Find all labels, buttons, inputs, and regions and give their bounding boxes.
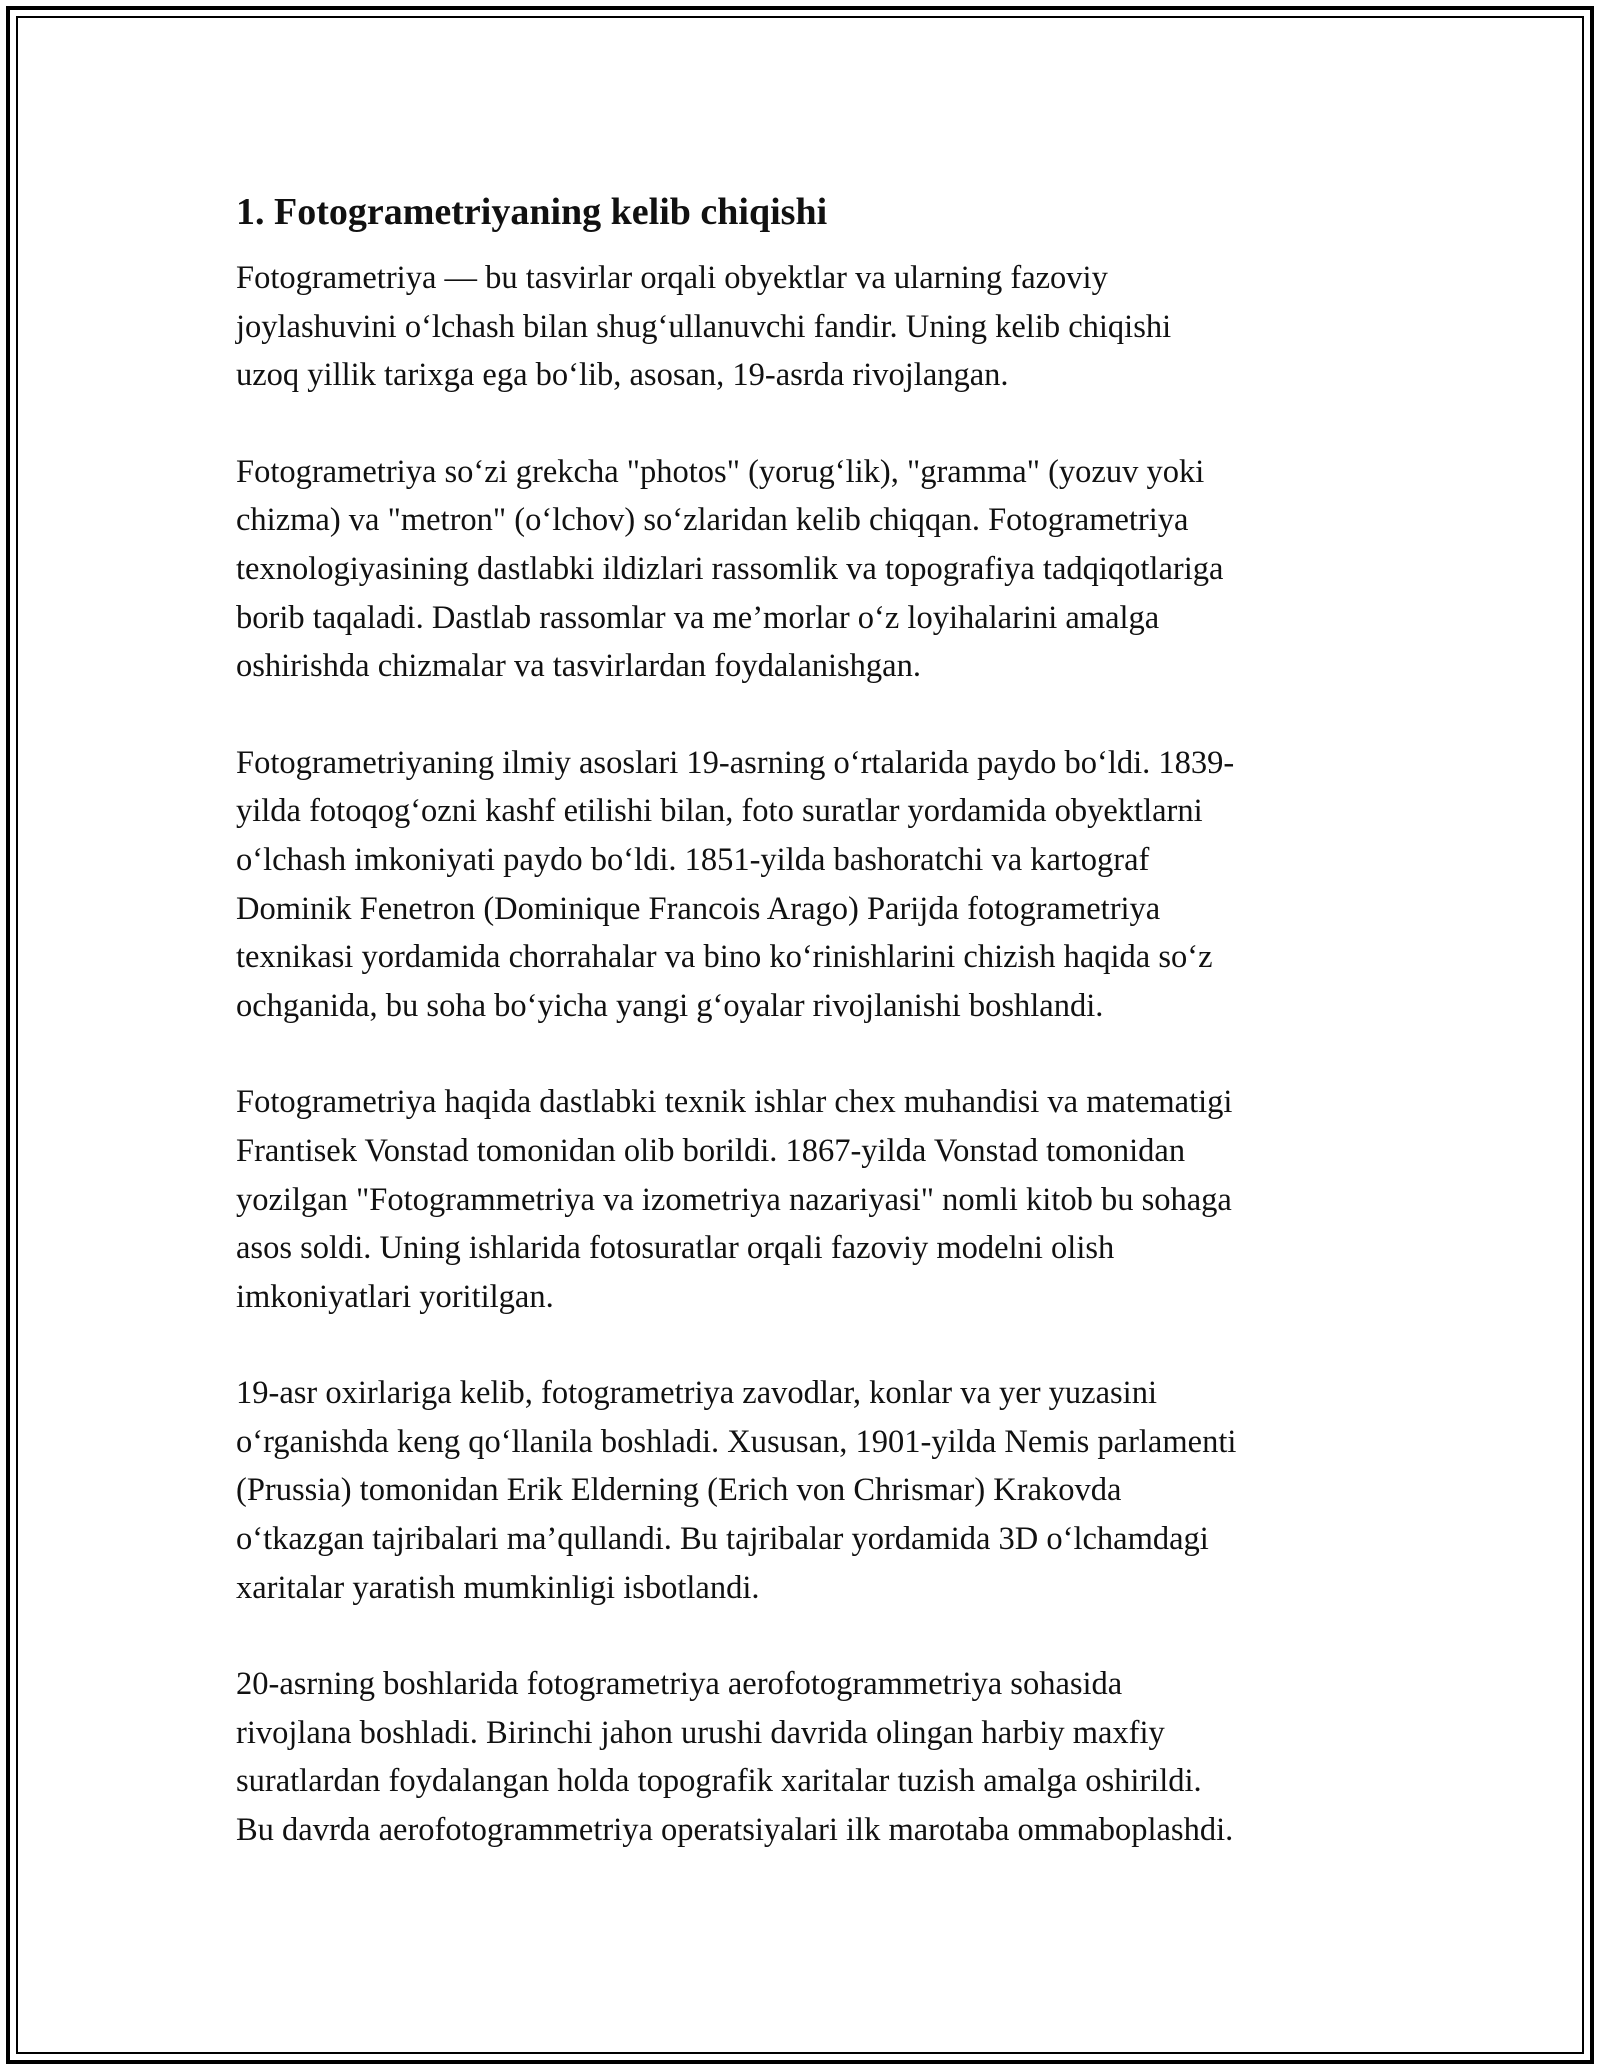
section-heading: 1. Fotogrametriyaning kelib chiqishi — [236, 191, 828, 233]
paragraph-definition: Fotogrametriya — bu tasvirlar orqali obyektlar va ularning fazoviy joylashuvini o‘lchash bilan shug‘ullanuvchi fandir. Uning kelib chiqishi uzoq yillik tarixga ega bo‘lib, asosan, 19-asrda rivojlangan. — [236, 260, 1172, 394]
document-body — [236, 186, 1376, 1855]
paragraph-scientific-foundations: Fotogrametriyaning ilmiy asoslari 19-asrning o‘rtalarida paydo bo‘ldi. 1839- yilda fotoqog‘ozni kashf etilishi bilan, foto suratlar yordamida obyektlarni o‘lchash imkoniyati paydo bo‘ldi. 1851-yilda bashoratchi va kartograf Dominik Fenetron (Dominique Francois Arago) Parijda fotogrametriya texnikasi yordamida chorrahalar va bino ko‘rinishlarini chizish haqida so‘z ochganida, bu soha bo‘yicha yangi g‘oyalar rivojlanishi boshlandi. — [236, 744, 1235, 1024]
paragraph-late-19th-century: 19-asr oxirlariga kelib, fotogrametriya zavodlar, konlar va yer yuzasini o‘rganishda keng qo‘llanila boshladi. Xususan, 1901-yilda Nemis parlamenti (Prussia) tomonidan Erik Elderning (Erich von Chrismar) Krakovda o‘tkazgan tajribalari ma’qullandi. Bu tajribalar yordamida 3D o‘lchamdagi xaritalar yaratish mumkinligi isbotlandi. — [236, 1375, 1237, 1606]
paragraph-etymology: Fotogrametriya so‘zi grekcha "photos" (yorug‘lik), "gramma" (yozuv yoki chizma) va "metron" (o‘lchov) so‘zlaridan kelib chiqqan. Fotogrametriya texnologiyasining dastlabki ildizlari rassomlik va topografiya tadqiqotlariga borib taqaladi. Dastlab rassomlar va me’morlar o‘z loyihalarini amalga oshirishda chizmalar va tasvirlardan foydalanishgan. — [236, 453, 1224, 685]
paragraph-early-technical-works: Fotogrametriya haqida dastlabki texnik ishlar chex muhandisi va matematigi Frantisek Vonstad tomonidan olib borildi. 1867-yilda Vonstad tomonidan yozilgan "Fotogrammetriya va izometriya nazariyasi" nomli kitob bu sohaga asos soldi. Uning ishlarida fotosuratlar orqali fazoviy modelni olish imkoniyatlari yoritilgan. — [236, 1084, 1233, 1315]
paragraph-20th-century: 20-asrning boshlarida fotogrametriya aerofotogrammetriya sohasida rivojlana boshladi. Birinchi jahon urushi davrida olingan harbiy maxfiy suratlardan foydalangan holda topografik xaritalar tuzish amalga oshirildi. Bu davrda aerofotogrammetriya operatsiyalari ilk marotaba ommaboplashdi. — [236, 1666, 1234, 1849]
